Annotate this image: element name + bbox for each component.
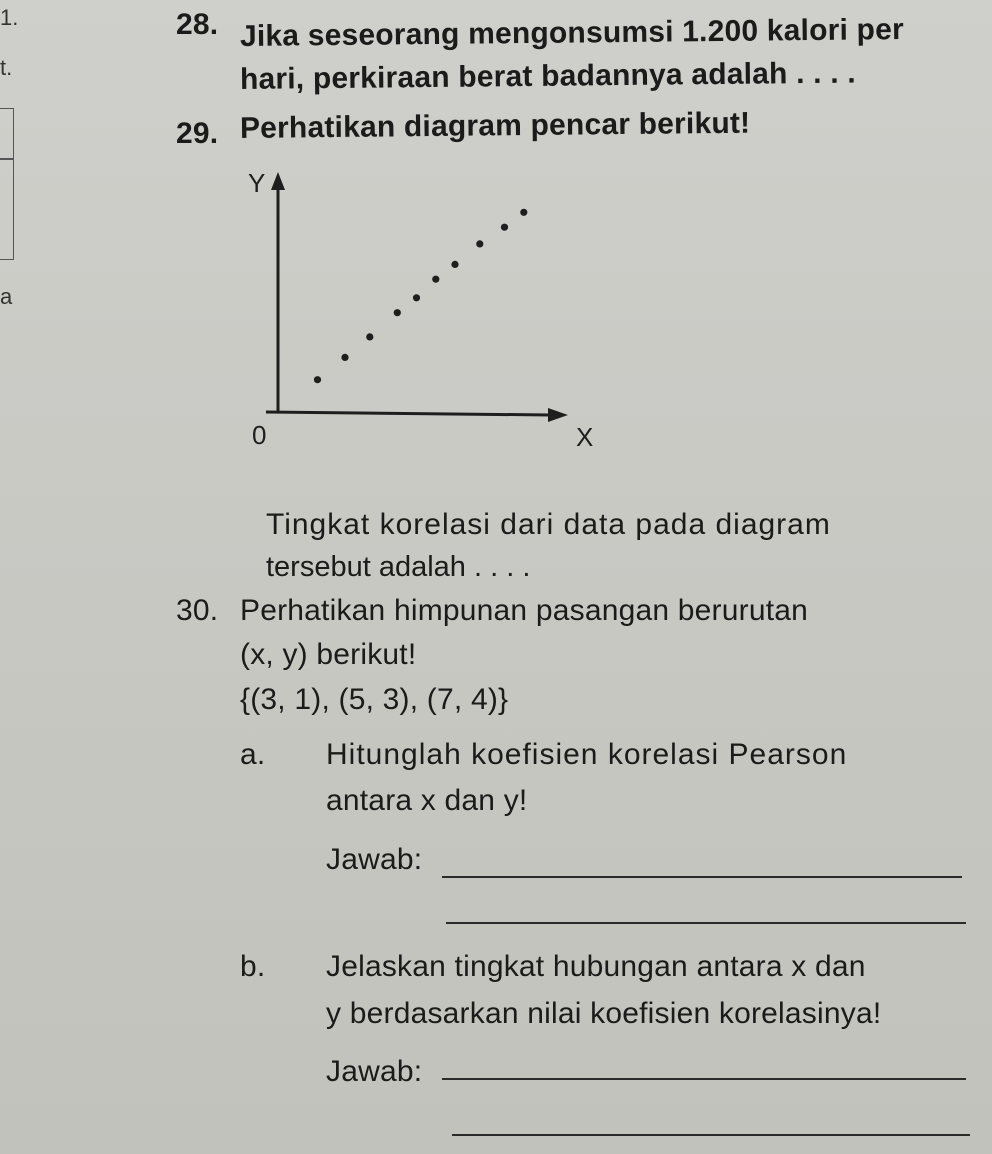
answer-b-blank-2[interactable] [452, 1134, 970, 1136]
scatter-points [314, 209, 528, 384]
question-28-line-2: hari, perkiraan berat badannya adalah . . . . [239, 56, 857, 96]
question-30-prompt-line-2: (x, y) berikut! [240, 638, 417, 671]
answer-label-b: Jawab: [326, 1055, 423, 1088]
scatter-point-7 [451, 261, 458, 268]
part-b-line-2: y berdasarkan nilai koefisien korelasinya! [326, 997, 882, 1030]
margin-mark-3: a [0, 284, 13, 309]
answer-a-blank-2[interactable] [446, 922, 966, 924]
scatter-point-4 [394, 309, 401, 316]
margin-mark-2: t. [0, 55, 13, 80]
scatter-point-8 [476, 240, 483, 247]
y-axis-arrow [271, 172, 285, 190]
scatter-point-2 [341, 354, 348, 361]
margin-mark-1: 1. [0, 5, 19, 30]
margin-box-top [0, 108, 14, 160]
x-axis-label: X [576, 422, 594, 452]
x-axis-arrow [548, 408, 568, 422]
y-axis-label: Y [248, 168, 266, 198]
question-29-text-line-1: Tingkat korelasi dari data pada diagram [266, 508, 831, 541]
question-30-prompt-line-1: Perhatikan himpunan pasangan berurutan [240, 594, 809, 627]
scatter-point-10 [520, 209, 527, 216]
part-b-label: b. [240, 950, 266, 983]
part-a-line-2: antara x dan y! [326, 784, 528, 817]
question-30-set: {(3, 1), (5, 3), (7, 4)} [240, 683, 509, 716]
origin-label: 0 [252, 420, 267, 450]
question-28-number: 28. [176, 8, 219, 41]
answer-a-blank-1[interactable] [442, 876, 962, 878]
question-29-prompt: Perhatikan diagram pencar berikut! [239, 106, 751, 145]
answer-label-a: Jawab: [326, 843, 423, 876]
part-b-line-1: Jelaskan tingkat hubungan antara x dan [326, 950, 866, 983]
part-a-label: a. [240, 738, 266, 771]
scatter-point-5 [413, 294, 420, 301]
scatter-point-6 [432, 276, 439, 283]
scatter-chart [236, 160, 596, 460]
scatter-point-3 [366, 333, 373, 340]
question-28-line-1: Jika seseorang mengonsumsi 1.200 kalori per [239, 13, 905, 53]
scatter-point-1 [314, 376, 321, 383]
question-30-number: 30. [176, 594, 219, 627]
question-29-text-line-2: tersebut adalah . . . . [266, 551, 531, 583]
question-29-number: 29. [176, 117, 219, 150]
x-axis [266, 412, 550, 415]
margin-box-bottom [0, 158, 14, 260]
scatter-point-9 [501, 224, 508, 231]
answer-b-blank-1[interactable] [442, 1078, 966, 1080]
part-a-line-1: Hitunglah koefisien korelasi Pearson [326, 738, 848, 771]
